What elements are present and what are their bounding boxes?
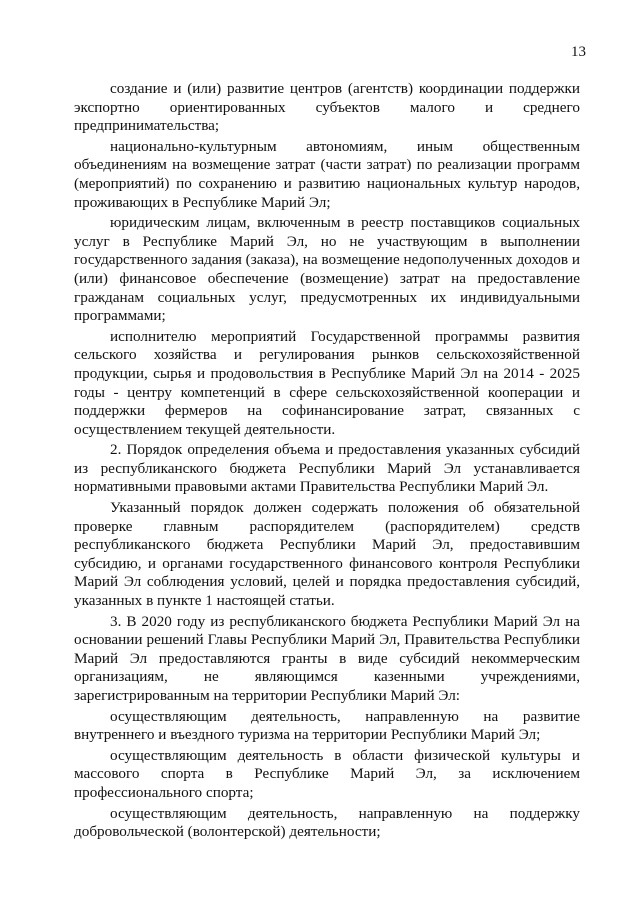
paragraph-procedure-requirements: Указанный порядок должен содержать положения об обязательной проверке главным распорядителем (распорядителем) средств республиканского бюджета Республики Марий Эл, предоставившим субсидию, и органами государственного финансового контроля Республики Марий Эл соблюдения условий, целей и порядка предоставления субсидий, указанных в пункте 1 настоящей статьи. [74,499,580,610]
paragraph-national-cultural-autonomies: национально-культурным автономиям, иным общественным объединениям на возмещение затрат (части затрат) по реализации программ (мероприятий) по сохранению и развитию национальных культур народов, проживающих в Республике Марий Эл; [74,137,580,211]
paragraph-tourism: осуществляющим деятельность, направленную на развитие внутреннего и въездного туризма на территории Республики Марий Эл; [74,707,580,744]
paragraph-agricultural-program: исполнителю мероприятий Государственной программы развития сельского хозяйства и регулирования рынков сельскохозяйственной продукции, сырья и продовольствия в Республике Марий Эл на 2014 - 2025 годы - центру компетенций в сфере сельскохозяйственной кооперации и поддержки фермеров на софинансирование затрат, связанных с осуществлением текущей деятельности. [74,327,580,438]
page-number: 13 [571,44,586,60]
paragraph-volunteering: осуществляющим деятельность, направленную на поддержку добровольческой (волонтерской) деятельности; [74,804,580,841]
paragraph-item-2: 2. Порядок определения объема и предоставления указанных субсидий из республиканского бюджета Республики Марий Эл устанавливается нормативными правовыми актами Правительства Республики Марий Эл. [74,441,580,496]
paragraph-export-centers: создание и (или) развитие центров (агентств) координации поддержки экспортно ориентированных субъектов малого и среднего предпринимательства; [74,80,580,135]
paragraph-sport: осуществляющим деятельность в области физической культуры и массового спорта в Республике Марий Эл, за исключением профессионального спорта; [74,746,580,801]
paragraph-social-service-providers: юридическим лицам, включенным в реестр поставщиков социальных услуг в Республике Марий Эл, но не участвующим в выполнении государственного задания (заказа), на возмещение недополученных доходов и (или) финансовое обеспечение (возмещение) затрат на предоставление гражданам социальных услуг, предусмотренных их индивидуальными программами; [74,214,580,325]
paragraph-item-3: 3. В 2020 году из республиканского бюджета Республики Марий Эл на основании решений Главы Республики Марий Эл, Правительства Республики Марий Эл предоставляются гранты в виде субсидий некоммерческим организациям, не являющимся казенными учреждениями, зарегистрированным на территории Республики Марий Эл: [74,612,580,704]
document-body [74,80,580,844]
